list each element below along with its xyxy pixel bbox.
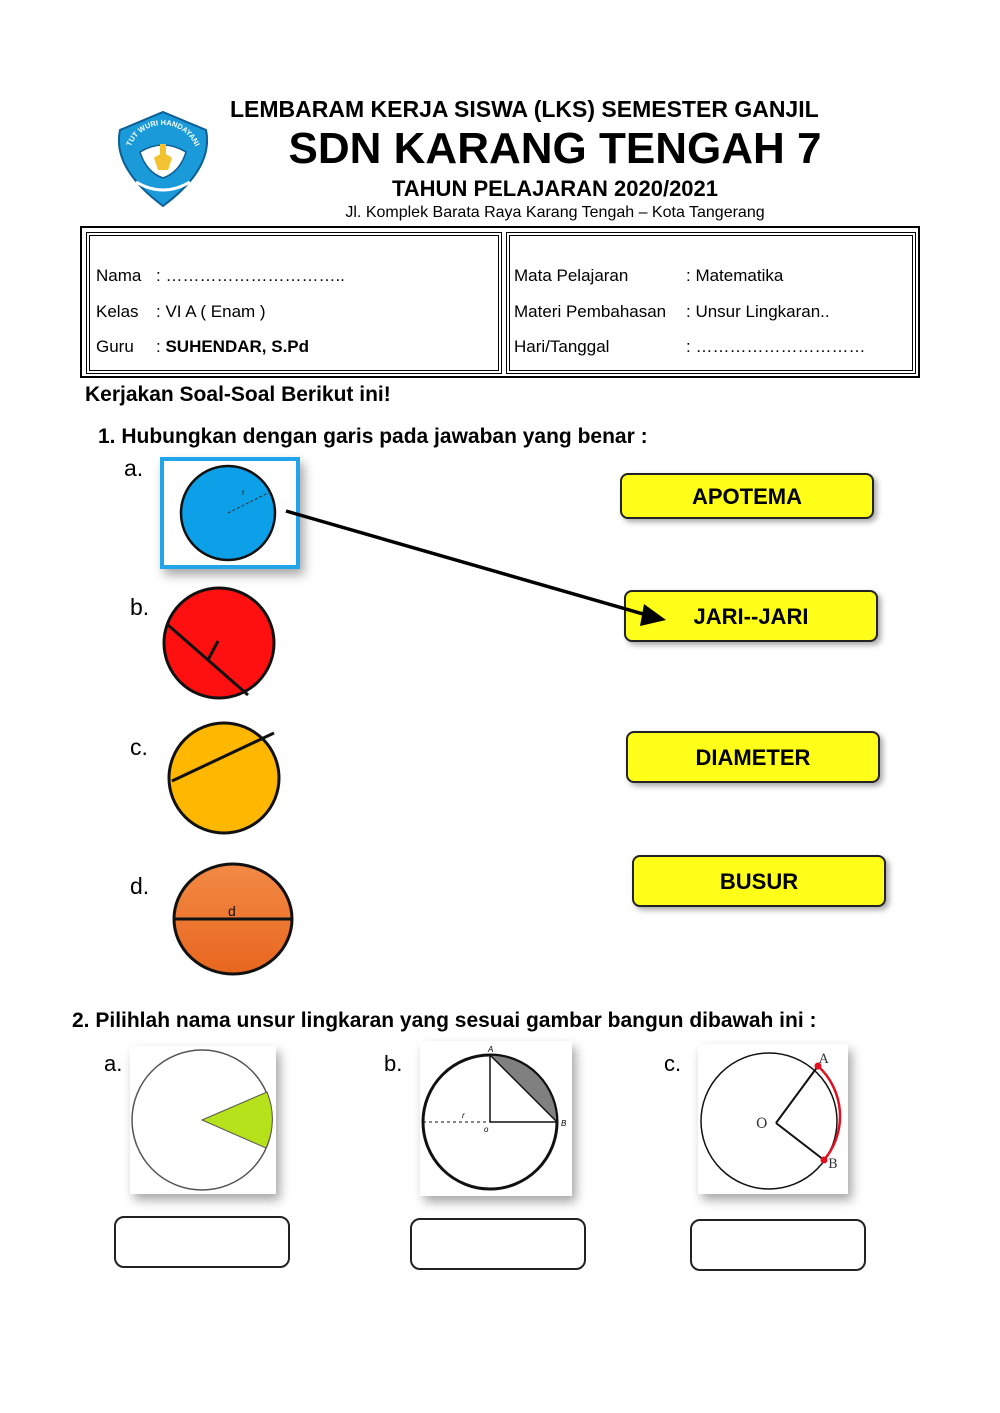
chord-circle-icon: [166, 721, 284, 835]
student-info-box: [86, 232, 502, 374]
q1-letter-a: a.: [124, 455, 144, 481]
lesson-info-box: [506, 232, 916, 374]
match-line-shaft: [286, 511, 650, 616]
circle-a-label: r: [242, 488, 245, 497]
q1-letter-d: d.: [130, 873, 150, 899]
q1-item-b[interactable]: [160, 585, 280, 703]
q2-answer-field-a[interactable]: [114, 1216, 290, 1268]
info-teacher-row: [96, 337, 309, 357]
apothem-circle-icon: [160, 585, 280, 703]
class-value: : VI A ( Enam ): [156, 302, 266, 321]
info-subject-row: [514, 266, 783, 286]
school-name: SDN KARANG TENGAH 7: [288, 124, 822, 173]
subject-value: : Matematika: [686, 266, 784, 285]
question2-title: 2. Pilihlah nama unsur lingkaran yang sesuai gambar bangun dibawah ini :: [72, 1009, 817, 1032]
q2-letter-a: a.: [104, 1051, 123, 1076]
q2-letter-c: c.: [664, 1051, 682, 1076]
subject-label: Mata Pelajaran: [514, 266, 629, 285]
arc-point-b: [821, 1157, 828, 1164]
q2-answer-field-c[interactable]: [690, 1219, 866, 1271]
arc-label-o: O: [756, 1116, 768, 1132]
info-name-row: [96, 266, 345, 286]
q1-item-c[interactable]: [166, 721, 284, 835]
q2-answer-field-b[interactable]: [410, 1218, 586, 1270]
arc-label-a: A: [819, 1052, 829, 1067]
segment-label-o: o: [484, 1125, 489, 1134]
arc-circle-icon: [698, 1044, 848, 1194]
q1-item-d[interactable]: [170, 861, 298, 979]
name-label: Nama: [96, 266, 142, 285]
circle-b-shape: [164, 588, 274, 698]
q1-letter-c: c.: [130, 734, 148, 760]
segment-label-r: r: [462, 1111, 465, 1120]
q2-picture-c: [698, 1044, 848, 1194]
answer-apotema[interactable]: APOTEMA: [620, 473, 874, 519]
info-class-row: [96, 302, 266, 322]
worksheet-title: LEMBARAM KERJA SISWA (LKS) SEMESTER GANJIL: [230, 96, 819, 122]
sector-circle-icon: [130, 1046, 276, 1194]
q2-picture-b: [420, 1041, 572, 1196]
date-label: Hari/Tanggal: [514, 337, 610, 356]
segment-label-a: A: [488, 1045, 494, 1054]
q2-letter-b: b.: [384, 1051, 403, 1076]
name-value[interactable]: : …………………………..: [156, 266, 345, 285]
radius-circle-icon: [164, 461, 296, 565]
answer-busur[interactable]: BUSUR: [632, 855, 886, 907]
teacher-label: Guru: [96, 337, 134, 356]
diameter-circle-icon: [170, 861, 298, 979]
school-logo: [110, 108, 216, 210]
svg-text:TUT WURI HANDAYANI: TUT WURI HANDAYANI: [124, 117, 202, 148]
info-date-row: [514, 337, 865, 357]
segment-label-b: B: [561, 1119, 567, 1128]
segment-circle-icon: [420, 1041, 572, 1196]
question1-title: 1. Hubungkan dengan garis pada jawaban yang benar :: [98, 425, 648, 448]
q2-picture-a: [130, 1046, 276, 1194]
info-topic-row: [514, 302, 830, 322]
arc-label-b: B: [828, 1157, 838, 1172]
teacher-value: SUHENDAR, S.Pd: [165, 337, 310, 356]
date-value[interactable]: : …………………………: [686, 337, 866, 356]
q1-item-a[interactable]: [160, 457, 300, 569]
arc-circle-outline: [701, 1053, 837, 1189]
answer-diameter[interactable]: DIAMETER: [626, 731, 880, 783]
topic-label: Materi Pembahasan: [514, 302, 667, 321]
tut-wuri-handayani-logo-icon: [110, 108, 216, 210]
circle-d-label: d: [228, 903, 236, 919]
academic-year: TAHUN PELAJARAN 2020/2021: [391, 176, 719, 201]
q1-letter-b: b.: [130, 594, 150, 620]
topic-value: : Unsur Lingkaran..: [686, 302, 830, 321]
teacher-prefix: :: [156, 337, 166, 356]
school-address: Jl. Komplek Barata Raya Karang Tengah – Kota Tangerang: [345, 204, 765, 221]
answer-jari-jari[interactable]: JARI--JARI: [624, 590, 878, 642]
class-label: Kelas: [96, 302, 139, 321]
instruction: Kerjakan Soal-Soal Berikut ini!: [85, 383, 391, 406]
